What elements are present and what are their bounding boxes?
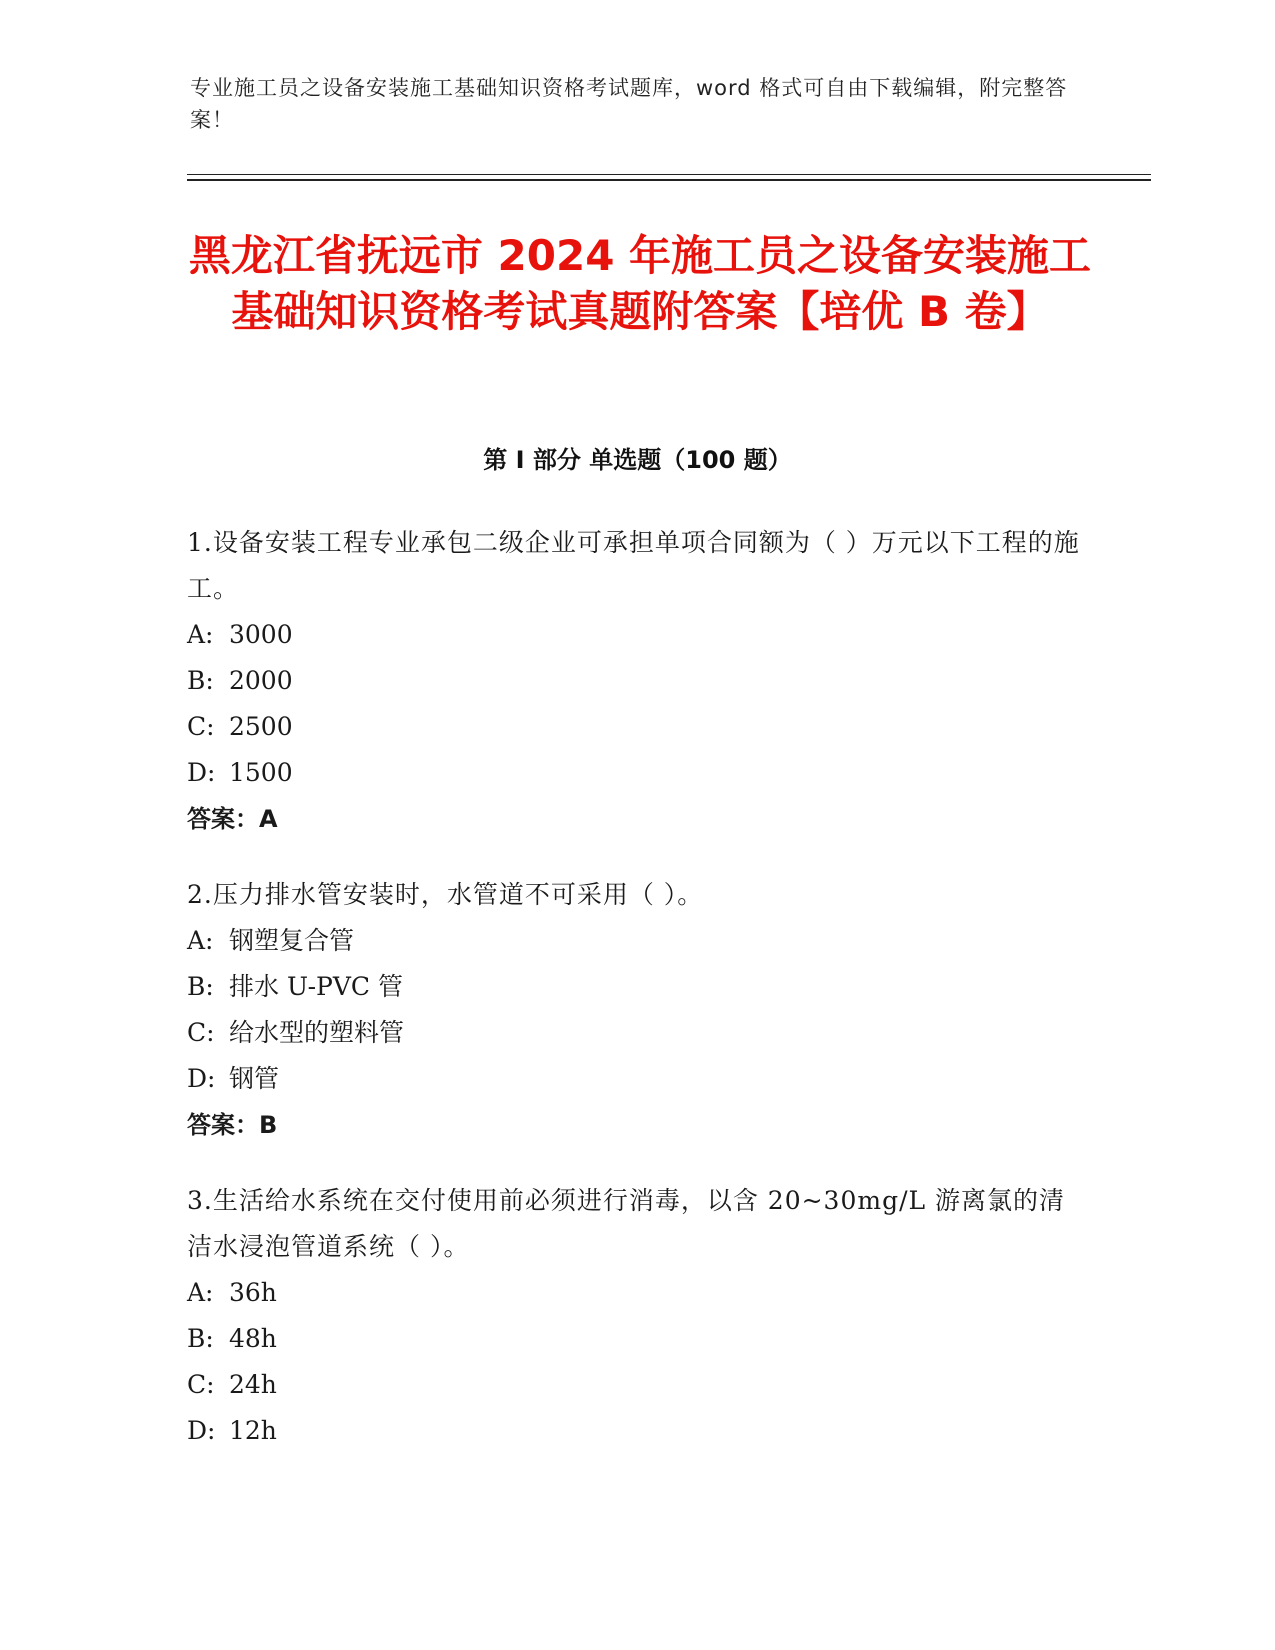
section-title: 第 I 部分 单选题（100 题） (483, 446, 792, 474)
option-text: 钢塑复合管 (229, 926, 355, 955)
option-text: 1500 (229, 758, 293, 787)
option-d (187, 750, 1087, 796)
option-letter: A: (187, 620, 214, 649)
option-d (187, 1408, 1087, 1454)
question-2 (187, 872, 1087, 1148)
option-letter: A: (187, 926, 214, 955)
option-text: 24h (229, 1370, 277, 1399)
question-3 (187, 1178, 1087, 1454)
option-text: 2500 (229, 712, 293, 741)
option-b (187, 658, 1087, 704)
option-text: 2000 (229, 666, 293, 695)
option-text: 给水型的塑料管 (229, 1018, 405, 1047)
option-letter: D: (187, 758, 216, 787)
question-stem: 3.生活给水系统在交付使用前必须进行消毒，以含 20~30mg/L 游离氯的清洁水浸泡管道系统（ ）。 (187, 1186, 1066, 1261)
option-text: 3000 (229, 620, 293, 649)
answer-label: 答案：A (187, 805, 278, 833)
question-1 (187, 520, 1087, 842)
answer-label: 答案：B (187, 1111, 278, 1139)
option-text: 排水 U-PVC 管 (229, 972, 403, 1001)
document-title: 黑龙江省抚远市 2024 年施工员之设备安装施工基础知识资格考试真题附答案【培优 B 卷】 (188, 231, 1092, 336)
question-stem: 1.设备安装工程专业承包二级企业可承担单项合同额为（ ）万元以下工程的施工。 (187, 528, 1080, 603)
option-letter: D: (187, 1416, 216, 1445)
option-b (187, 964, 1087, 1010)
option-c (187, 1362, 1087, 1408)
option-a (187, 1270, 1087, 1316)
question-stem: 2.压力排水管安装时，水管道不可采用（ ）。 (187, 880, 704, 909)
option-d (187, 1056, 1087, 1102)
option-c (187, 704, 1087, 750)
option-a (187, 918, 1087, 964)
option-letter: B: (187, 972, 214, 1001)
option-letter: C: (187, 1370, 215, 1399)
option-text: 48h (229, 1324, 277, 1353)
option-letter: C: (187, 712, 215, 741)
option-c (187, 1010, 1087, 1056)
option-letter: D: (187, 1064, 216, 1093)
header-divider-thick (187, 179, 1151, 181)
option-b (187, 1316, 1087, 1362)
option-letter: A: (187, 1278, 214, 1307)
option-text: 36h (229, 1278, 277, 1307)
header-note: 专业施工员之设备安装施工基础知识资格考试题库，word 格式可自由下载编辑，附完整答案！ (190, 76, 1068, 132)
option-a (187, 612, 1087, 658)
option-text: 12h (229, 1416, 277, 1445)
option-letter: B: (187, 1324, 214, 1353)
option-letter: B: (187, 666, 214, 695)
option-letter: C: (187, 1018, 215, 1047)
header-divider-thin (187, 174, 1151, 175)
option-text: 钢管 (229, 1064, 280, 1093)
